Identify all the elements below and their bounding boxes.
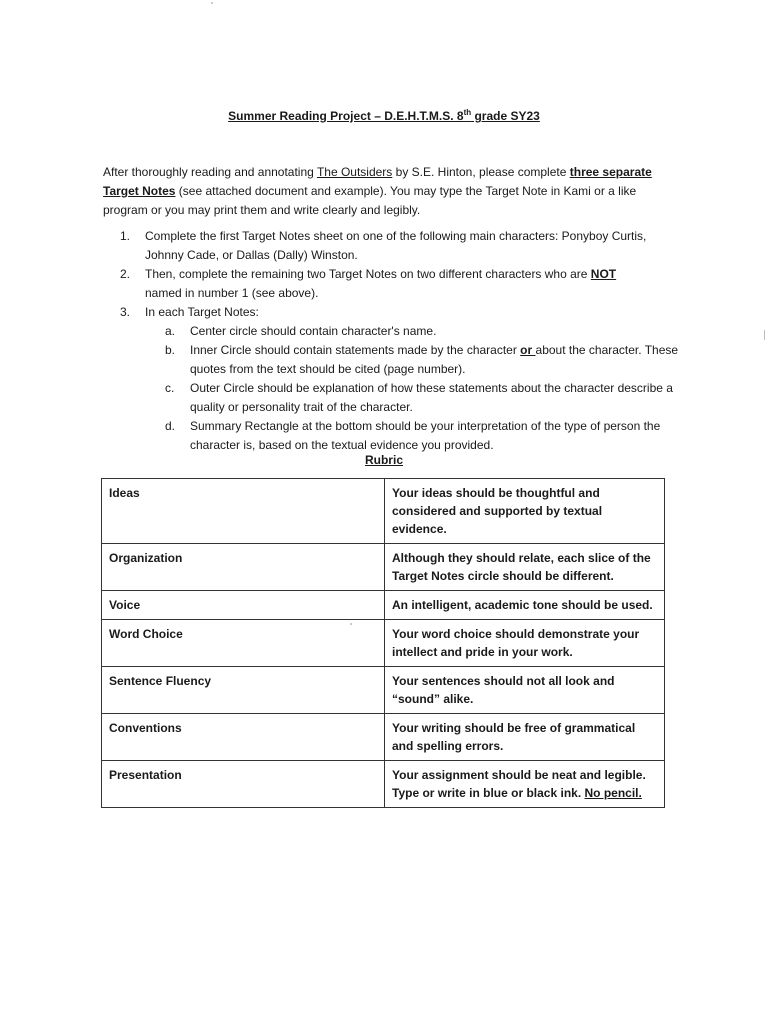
book-title: The Outsiders [316, 165, 393, 179]
table-row [102, 591, 665, 620]
sub-list-item [120, 322, 680, 341]
rubric-table [101, 478, 665, 808]
list-item [120, 265, 680, 303]
list-number: 2. [120, 267, 131, 281]
rubric-heading: Rubric [364, 453, 403, 467]
sub-list-emphasis: or [520, 343, 536, 357]
rubric-criterion: Word Choice [102, 620, 385, 667]
sub-list-text: Summary Rectangle at the bottom should be your interpretation of the type of person the character is, based on the textual evidence you provided. [190, 419, 661, 452]
rubric-criterion: Sentence Fluency [102, 667, 385, 714]
title-superscript: th [463, 108, 472, 117]
sub-list-item [120, 379, 680, 417]
title-text-end: grade SY23 [471, 109, 540, 123]
table-row [102, 714, 665, 761]
sub-list-text: Inner Circle should contain statements made by the character [190, 343, 521, 357]
intro-text: by S.E. Hinton, please complete [392, 165, 570, 179]
sub-list-text: Outer Circle should be explanation of how these statements about the character describe a quality or personality trait of the character. [190, 381, 673, 414]
scan-speck [350, 623, 352, 625]
intro-paragraph [103, 163, 673, 220]
list-number: 3. [120, 305, 131, 319]
rubric-criterion: Organization [102, 544, 385, 591]
list-text: In each Target Notes: [145, 305, 259, 319]
sub-list-letter: c. [165, 381, 175, 395]
list-item [120, 227, 680, 265]
table-row [102, 667, 665, 714]
sub-list-text: about the character. These quotes from the text should be cited (page number). [190, 343, 679, 376]
table-row [102, 479, 665, 544]
rubric-description: Your ideas should be thoughtful and considered and supported by textual evidence. [385, 479, 665, 544]
scan-speck [211, 2, 213, 4]
scan-speck [764, 330, 765, 340]
sub-list-letter: b. [165, 343, 176, 357]
table-row [102, 620, 665, 667]
sub-list-item [120, 417, 680, 455]
sub-list-item [120, 341, 680, 379]
intro-target-notes: Target Notes [103, 184, 176, 198]
list-item [120, 303, 680, 322]
rubric-description-text: Your assignment should be neat and legible. Type or write in blue or black ink. [392, 768, 646, 800]
rubric-description: Your sentences should not all look and “sound” alike. [385, 667, 665, 714]
list-number: 1. [120, 229, 131, 243]
sub-list-letter: a. [165, 324, 176, 338]
rubric-criterion: Conventions [102, 714, 385, 761]
rubric-description: Your writing should be free of grammatical and spelling errors. [385, 714, 665, 761]
rubric-criterion: Voice [102, 591, 385, 620]
table-row [102, 544, 665, 591]
document-title [0, 108, 768, 123]
instruction-list [120, 227, 680, 455]
rubric-criterion: Ideas [102, 479, 385, 544]
title-text: Summer Reading Project – D.E.H.T.M.S. 8 [228, 109, 464, 123]
intro-text: After thoroughly reading and annotating [103, 165, 317, 179]
rubric-description: Your word choice should demonstrate your intellect and pride in your work. [385, 620, 665, 667]
list-text: Complete the first Target Notes sheet on one of the following main characters: Ponyboy Curtis, Johnny Cade, or Dallas (Dally) Winston. [145, 229, 647, 262]
table-row [102, 761, 665, 808]
rubric-criterion: Presentation [102, 761, 385, 808]
rubric-description [385, 761, 665, 808]
list-text: named in number 1 (see above). [145, 286, 319, 300]
intro-emphasis: three separate [569, 165, 652, 179]
rubric-description: Although they should relate, each slice of the Target Notes circle should be different. [385, 544, 665, 591]
rubric-emphasis: No pencil. [584, 786, 642, 800]
sub-list-letter: d. [165, 419, 176, 433]
list-text: Then, complete the remaining two Target Notes on two different characters who are [145, 267, 591, 281]
rubric-description: An intelligent, academic tone should be used. [385, 591, 665, 620]
intro-text: (see attached document and example). You may type the Target Note in Kami or a like program or you may print them and write clearly and legibly. [103, 184, 637, 217]
list-emphasis: NOT [590, 267, 617, 281]
sub-list-text: Center circle should contain character's name. [190, 324, 437, 338]
